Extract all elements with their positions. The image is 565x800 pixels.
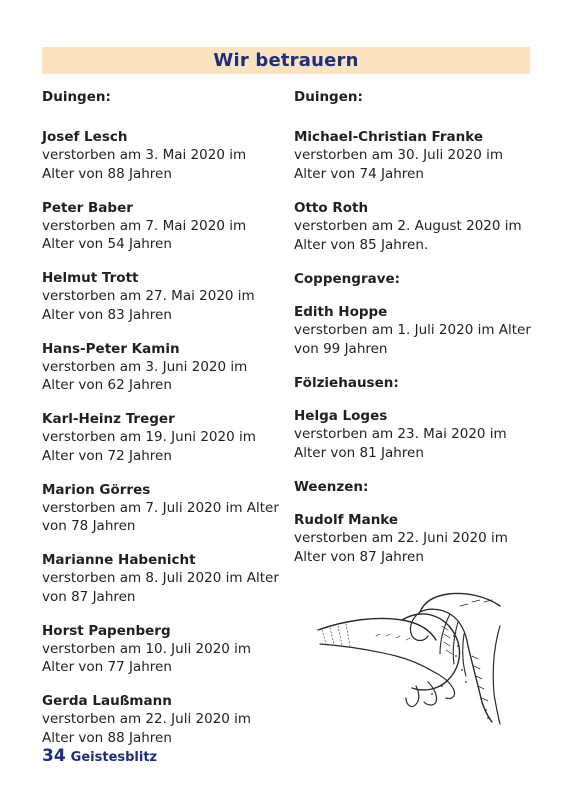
deceased-name: Edith Hoppe bbox=[294, 304, 388, 320]
obituary-entry bbox=[42, 128, 282, 183]
death-detail: verstorben am 7. Mai 2020 im Alter von 54 Jahren bbox=[42, 217, 247, 252]
deceased-name: Helmut Trott bbox=[42, 270, 139, 286]
death-detail: verstorben am 22. Juli 2020 im Alter von 88 Jahren bbox=[42, 711, 252, 746]
deceased-name: Josef Lesch bbox=[42, 129, 128, 145]
death-detail: verstorben am 30. Juli 2020 im Alter von 74 Jahren bbox=[294, 147, 504, 182]
deceased-name: Rudolf Manke bbox=[294, 512, 399, 528]
page-footer bbox=[42, 746, 157, 766]
deceased-name: Hans-Peter Kamin bbox=[42, 340, 180, 357]
obituary-entry bbox=[42, 622, 282, 677]
place-heading: Duingen: bbox=[294, 89, 363, 105]
death-detail: verstorben am 2. August 2020 im Alter von 85 Jahren. bbox=[294, 218, 522, 253]
deceased-name: Otto Roth bbox=[294, 200, 369, 216]
obituary-entry bbox=[42, 269, 282, 324]
obituary-entry bbox=[42, 410, 282, 465]
obituary-entry bbox=[294, 128, 534, 183]
deceased-name: Karl-Heinz Treger bbox=[42, 411, 175, 427]
deceased-name: Gerda Laußmann bbox=[42, 693, 172, 709]
page-number: 34 bbox=[42, 746, 66, 766]
deceased-name: Michael-Christian Franke bbox=[294, 129, 484, 145]
death-detail: verstorben am 10. Juli 2020 im Alter von 77 Jahren bbox=[42, 640, 252, 675]
death-detail: verstorben am 27. Mai 2020 im Alter von 83 Jahren bbox=[42, 288, 255, 323]
death-detail: verstorben am 19. Juni 2020 im Alter von 72 Jahren bbox=[42, 429, 256, 464]
death-detail: verstorben am 7. Juli 2020 im Alter von 78 Jahren bbox=[42, 499, 279, 534]
death-detail: verstorben am 3. Mai 2020 im Alter von 88 Jahren bbox=[42, 147, 247, 182]
place-heading: Weenzen: bbox=[294, 479, 369, 495]
death-detail: verstorben am 23. Mai 2020 im Alter von 81 Jahren bbox=[294, 426, 507, 461]
death-detail: verstorben am 3. Juni 2020 im Alter von 62 Jahren bbox=[42, 358, 248, 393]
death-detail: verstorben am 22. Juni 2020 im Alter von 87 Jahren bbox=[294, 530, 508, 565]
obituary-entry bbox=[294, 199, 534, 254]
obituary-entry bbox=[42, 692, 282, 747]
place-heading: Fölziehausen: bbox=[294, 375, 399, 391]
holding-hands-icon bbox=[316, 586, 502, 730]
place-heading: Coppengrave: bbox=[294, 271, 401, 287]
obituary-entry bbox=[42, 551, 282, 606]
obituary-entry bbox=[42, 481, 282, 536]
deceased-name: Helga Loges bbox=[294, 408, 388, 424]
place-heading: Duingen: bbox=[42, 89, 111, 105]
page-title: Wir betrauern bbox=[213, 50, 359, 71]
left-column bbox=[42, 88, 282, 763]
deceased-name: Marion Görres bbox=[42, 481, 151, 498]
deceased-name: Horst Papenberg bbox=[42, 622, 171, 639]
deceased-name: Peter Baber bbox=[42, 199, 133, 216]
obituary-entry bbox=[294, 511, 534, 566]
obituary-entry bbox=[294, 407, 534, 462]
obituary-entry bbox=[42, 199, 282, 254]
right-column bbox=[294, 88, 534, 582]
death-detail: verstorben am 1. Juli 2020 im Alter von 99 Jahren bbox=[294, 322, 531, 357]
obituary-entry bbox=[294, 303, 534, 358]
header-banner bbox=[42, 47, 530, 74]
publication-name: Geistesblitz bbox=[70, 750, 158, 765]
deceased-name: Marianne Habenicht bbox=[42, 552, 196, 568]
death-detail: verstorben am 8. Juli 2020 im Alter von 87 Jahren bbox=[42, 570, 279, 605]
obituary-entry bbox=[42, 340, 282, 395]
